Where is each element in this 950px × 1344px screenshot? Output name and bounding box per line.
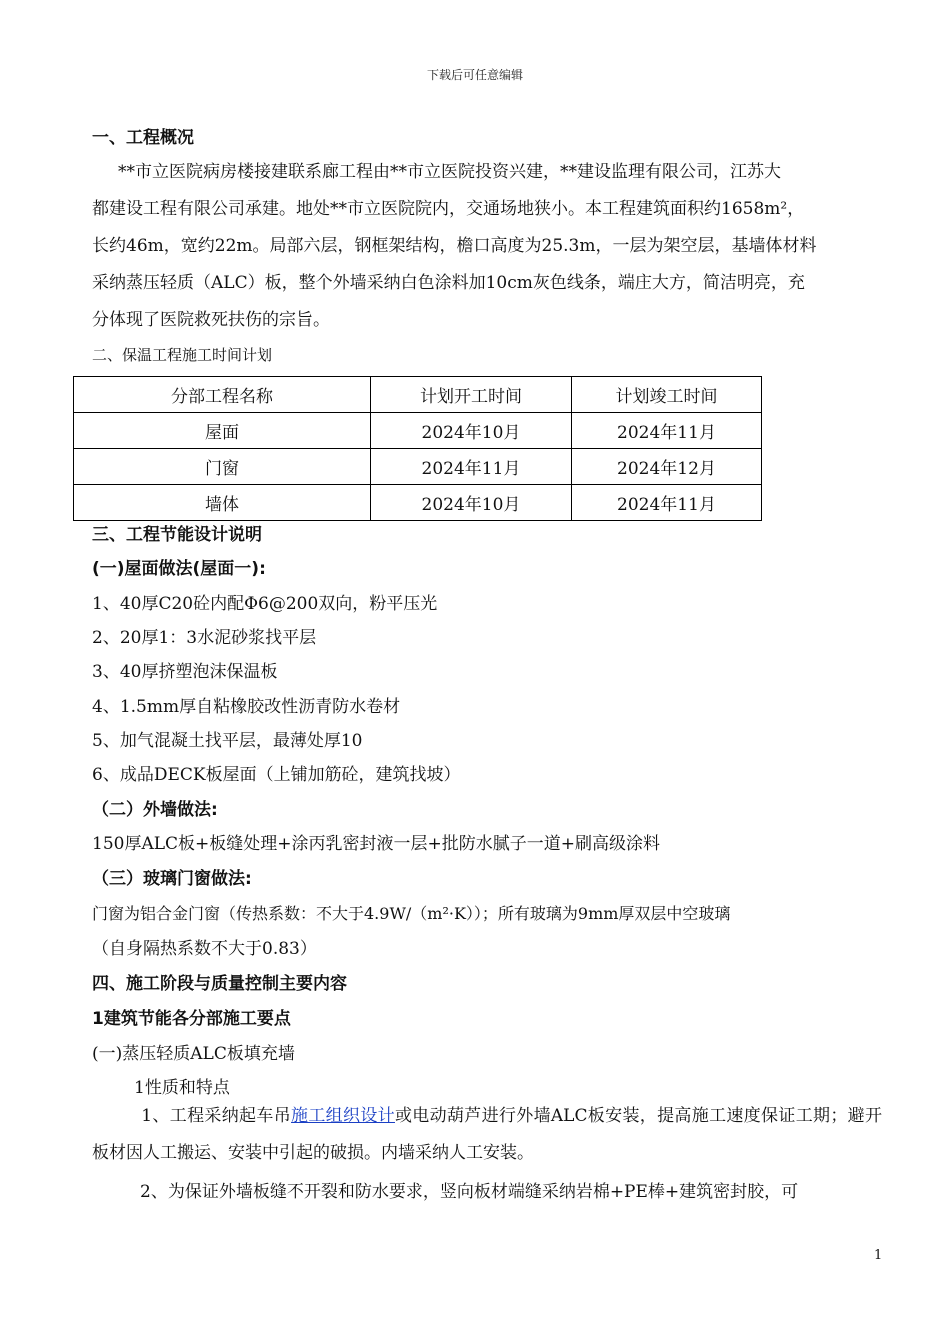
wall-method-title: （二）外墙做法:	[92, 800, 218, 820]
paragraph-text: 1、工程采纳起车吊	[141, 1106, 292, 1126]
table-cell: 门窗	[74, 449, 371, 485]
table-cell: 2024年12月	[572, 449, 762, 485]
table-header-cell: 计划竣工时间	[572, 377, 762, 413]
table-row	[74, 485, 762, 521]
section-1-title: 一、工程概况	[92, 128, 194, 148]
roof-item-6: 6、成品DECK板屋面（上铺加筋砼，建筑找坡）	[92, 765, 461, 785]
overview-line-1: **市立医院病房楼接建联系廊工程由**市立医院投资兴建，**建设监理有限公司，江苏大	[118, 162, 781, 182]
window-method-title: （三）玻璃门窗做法:	[92, 869, 252, 889]
table-row	[74, 449, 762, 485]
table-header-row	[74, 377, 762, 413]
table-cell: 2024年10月	[371, 413, 572, 449]
page-number: 1	[874, 1248, 883, 1263]
section-3-title: 三、工程节能设计说明	[92, 525, 262, 545]
table-cell: 2024年11月	[371, 449, 572, 485]
table-cell: 2024年11月	[572, 413, 762, 449]
paragraph-text: 或电动葫芦进行外墙ALC板安装，提高施工速度保证工期；避开板材因人工搬运、安装中引起的破损。内墙采纳人工安装。	[92, 1106, 882, 1163]
table-cell: 2024年10月	[371, 485, 572, 521]
overview-line-5: 分体现了医院救死扶伤的宗旨。	[92, 310, 330, 330]
roof-item-5: 5、加气混凝土找平层，最薄处厚10	[92, 731, 363, 751]
table-header-cell: 分部工程名称	[74, 377, 371, 413]
roof-item-1: 1、40厚C20砼内配Φ6@200双向，粉平压光	[92, 594, 438, 614]
section-2-title: 二、保温工程施工时间计划	[92, 346, 273, 364]
table-cell: 2024年11月	[572, 485, 762, 521]
overview-line-3: 长约46m，宽约22m。局部六层，钢框架结构，檐口高度为25.3m，一层为架空层，基墙体材料	[92, 236, 817, 256]
window-method-text-2: （自身隔热系数不大于0.83）	[92, 939, 317, 959]
page-header: 下载后可任意编辑	[426, 68, 523, 82]
construction-paragraph-2: 2、为保证外墙板缝不开裂和防水要求，竖向板材端缝采纳岩棉+PE棒+建筑密封胶，可	[140, 1182, 799, 1202]
table-cell: 墙体	[74, 485, 371, 521]
roof-item-4: 4、1.5mm厚自粘橡胶改性沥青防水卷材	[92, 697, 401, 717]
table-cell: 屋面	[74, 413, 371, 449]
overview-line-4: 采纳蒸压轻质（ALC）板，整个外墙采纳白色涂料加10cm灰色线条，端庄大方，简洁明亮，充	[92, 273, 805, 293]
subsection-title: 1建筑节能各分部施工要点	[92, 1009, 291, 1029]
table-header-cell: 计划开工时间	[371, 377, 572, 413]
table-row	[74, 413, 762, 449]
roof-method-title: (一)屋面做法(屋面一):	[92, 559, 266, 579]
roof-item-3: 3、40厚挤塑泡沫保温板	[92, 662, 278, 682]
overview-line-2: 都建设工程有限公司承建。地处**市立医院院内，交通场地狭小。本工程建筑面积约1658m²，	[92, 199, 805, 219]
construction-paragraph-1	[92, 1098, 882, 1172]
section-4-title: 四、施工阶段与质量控制主要内容	[92, 974, 347, 994]
roof-item-2: 2、20厚1：3水泥砂浆找平层	[92, 628, 317, 648]
properties-title: 1性质和特点	[134, 1078, 230, 1098]
schedule-table	[73, 376, 762, 521]
construction-design-link[interactable]: 施工组织设计	[291, 1106, 395, 1126]
alc-wall-title: (一)蒸压轻质ALC板填充墙	[92, 1044, 295, 1064]
window-method-text-1: 门窗为铝合金门窗（传热系数：不大于4.9W/（m²·K））；所有玻璃为9mm厚双层中空玻璃	[92, 904, 731, 923]
wall-method-text: 150厚ALC板+板缝处理+涂丙乳密封液一层+批防水腻子一道+刷高级涂料	[92, 834, 660, 854]
